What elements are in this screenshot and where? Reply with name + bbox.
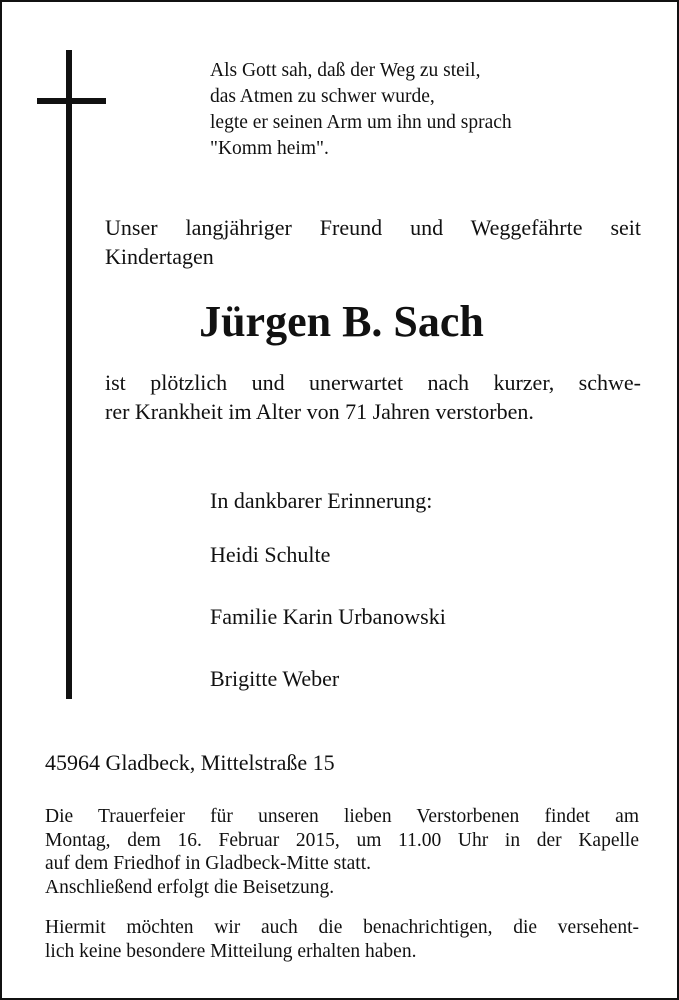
funeral-service-info [45, 805, 639, 899]
mourner-name: Familie Karin Urbanowski [210, 604, 446, 629]
service-line: Anschließend erfolgt die Beisetzung. [45, 876, 335, 898]
notice-line: lich keine besondere Mitteilung erhalten haben. [45, 940, 417, 962]
mourner-list [210, 539, 446, 725]
notification-note [45, 916, 639, 963]
intro-text [105, 213, 641, 271]
poem [210, 58, 512, 162]
deceased-name: Jürgen B. Sach [199, 297, 484, 346]
mourner-name: Heidi Schulte [210, 542, 331, 567]
death-notice-line: rer Krankheit im Alter von 71 Jahren verstorben. [105, 399, 534, 424]
death-notice-line: ist plötzlich und unerwartet nach kurzer, schwe- [105, 370, 641, 395]
mourning-title: In dankbarer Erinnerung: [210, 488, 433, 513]
cross-horizontal-bar [37, 98, 106, 104]
service-line: Die Trauerfeier für unseren lieben Verstorbenen findet am [45, 806, 639, 827]
address: 45964 Gladbeck, Mittelstraße 15 [45, 750, 335, 775]
poem-line: legte er seinen Arm um ihn und sprach [210, 112, 512, 133]
poem-line: Als Gott sah, daß der Weg zu steil, [210, 60, 481, 81]
intro-line: Kindertagen [105, 244, 214, 269]
cross-vertical-bar [66, 50, 72, 699]
death-notice [105, 368, 641, 426]
mourner-name: Brigitte Weber [210, 666, 340, 691]
poem-line: "Komm heim". [210, 138, 329, 159]
poem-line: das Atmen zu schwer wurde, [210, 86, 435, 107]
intro-line: Unser langjähriger Freund und Weggefährte seit [105, 215, 641, 240]
service-line: auf dem Friedhof in Gladbeck-Mitte statt. [45, 853, 371, 874]
notice-line: Hiermit möchten wir auch die benachrichtigen, die versehent- [45, 917, 639, 938]
service-line: Montag, dem 16. Februar 2015, um 11.00 Uhr in der Kapelle [45, 829, 639, 851]
